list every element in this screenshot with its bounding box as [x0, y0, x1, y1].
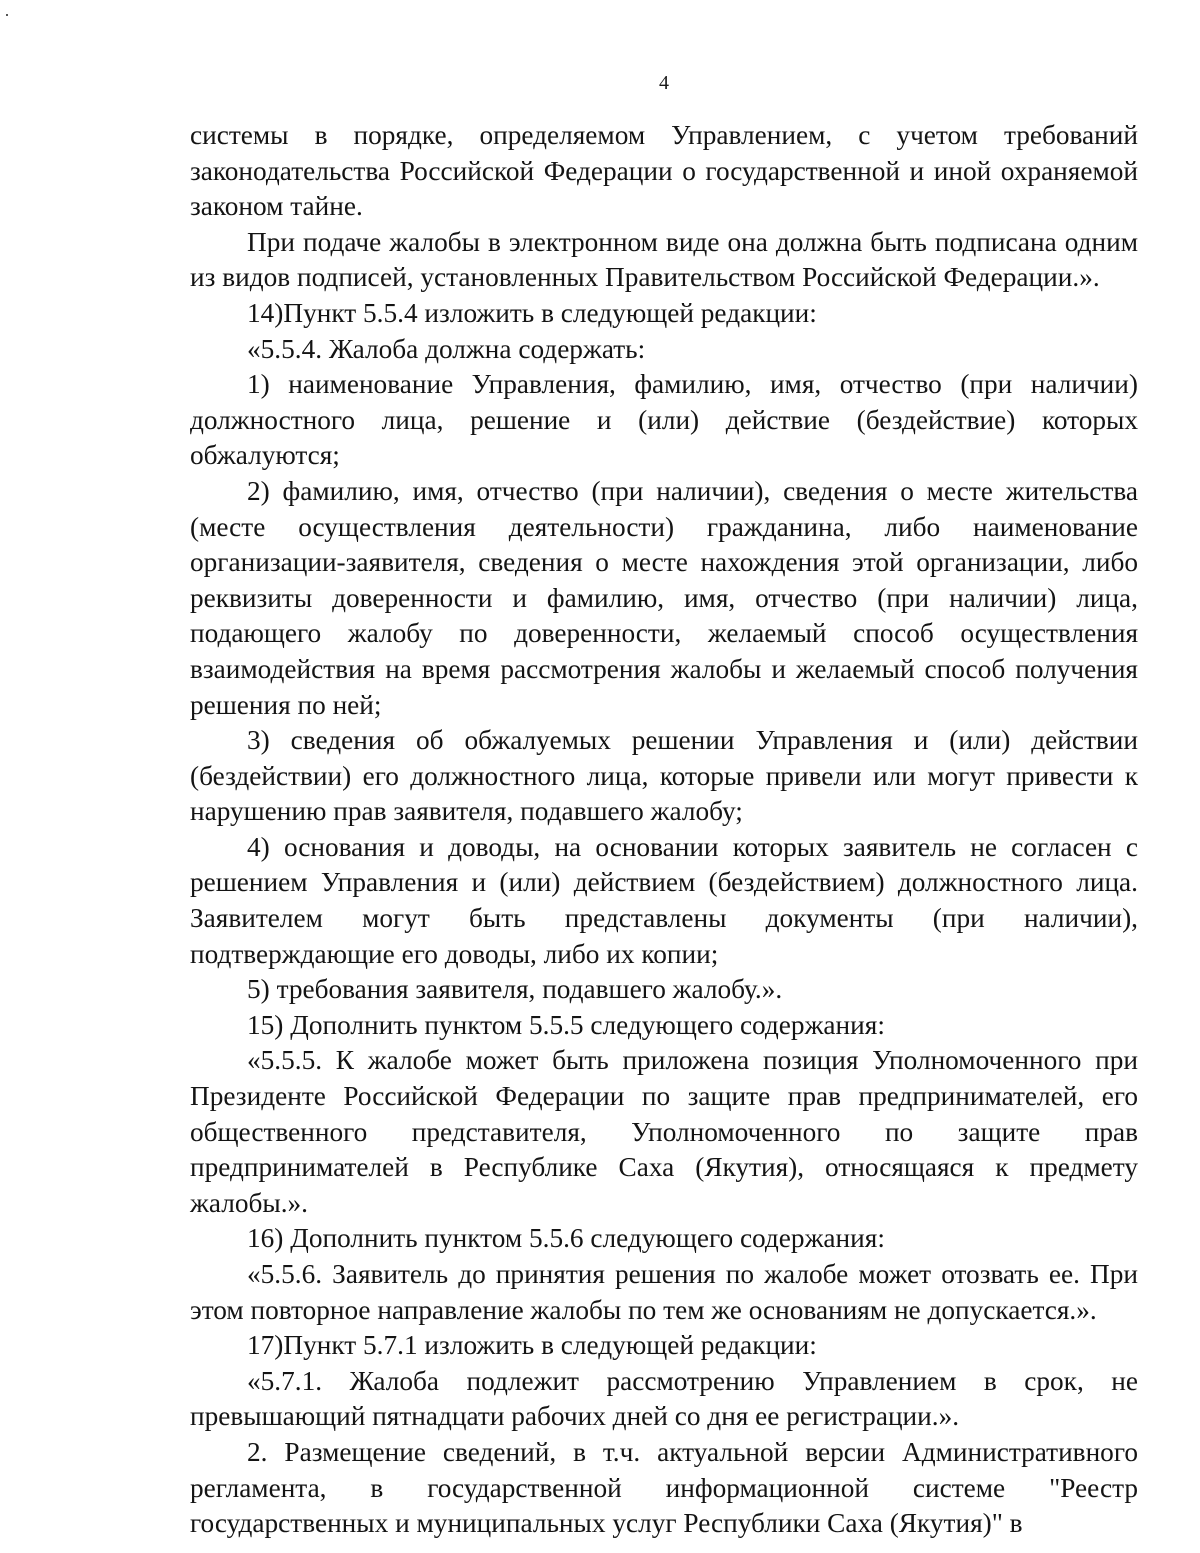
paragraph: «5.5.4. Жалоба должна содержать:	[247, 333, 646, 364]
list-item: 4) основания и доводы, на основании которых заявитель не согласен с решением Управления и (или) действием (бездействием) должностного лица. Заявителем могут быть представлены документы (при наличии), подтверждающие его доводы, либо их копии;	[190, 831, 1138, 969]
paragraph: 14)Пункт 5.5.4 изложить в следующей редакции:	[247, 297, 817, 328]
list-item: 3) сведения об обжалуемых решении Управления и (или) действии (бездействии) его должностного лица, которые привели или могут привести к нарушению прав заявителя, подавшего жалобу;	[190, 725, 1138, 827]
scan-artifact	[6, 14, 8, 16]
paragraph: 15) Дополнить пунктом 5.5.5 следующего содержания:	[247, 1009, 885, 1040]
document-body	[190, 118, 1138, 1542]
list-item: 2) фамилию, имя, отчество (при наличии), сведения о месте жительства (месте осуществления деятельности) гражданина, либо наименование организации-заявителя, сведения о месте нахождения этой организации, либо реквизиты доверенности и фамилию, имя, отчество (при наличии) лица, подающего жалобу по доверенности, желаемый способ осуществления взаимодействия на время рассмотрения жалобы и желаемый способ получения решения по ней;	[190, 475, 1138, 720]
paragraph: системы в порядке, определяемом Управлением, с учетом требований законодательства Российской Федерации о государственной и иной охраняемой законом тайне.	[190, 120, 1138, 222]
paragraph: 16) Дополнить пунктом 5.5.6 следующего содержания:	[247, 1223, 885, 1254]
paragraph: «5.7.1. Жалоба подлежит рассмотрению Управлением в срок, не превышающий пятнадцати рабочих дней со дня ее регистрации.».	[190, 1365, 1138, 1432]
list-item: 1) наименование Управления, фамилию, имя, отчество (при наличии) должностного лица, решение и (или) действие (бездействие) которых обжалуются;	[190, 369, 1138, 471]
page-number: 4	[659, 72, 669, 94]
list-item: 5) требования заявителя, подавшего жалобу.».	[247, 974, 783, 1005]
paragraph: 17)Пункт 5.7.1 изложить в следующей редакции:	[247, 1330, 817, 1361]
paragraph: «5.5.5. К жалобе может быть приложена позиция Уполномоченного при Президенте Российской Федерации по защите прав предпринимателей, его общественного представителя, Уполномоченного по защите прав предпринимателей в Республике Саха (Якутия), относящаяся к предмету жалобы.».	[190, 1045, 1138, 1218]
paragraph: 2. Размещение сведений, в т.ч. актуальной версии Административного регламента, в государственной информационной системе "Реестр государственных и муниципальных услуг Республики Саха (Якутия)" в	[190, 1436, 1138, 1539]
paragraph: При подаче жалобы в электронном виде она должна быть подписана одним из видов подписей, установленных Правительством Российской Федерации.».	[190, 226, 1138, 293]
paragraph: «5.5.6. Заявитель до принятия решения по жалобе может отозвать ее. При этом повторное направление жалобы по тем же основаниям не допускается.».	[190, 1259, 1138, 1325]
